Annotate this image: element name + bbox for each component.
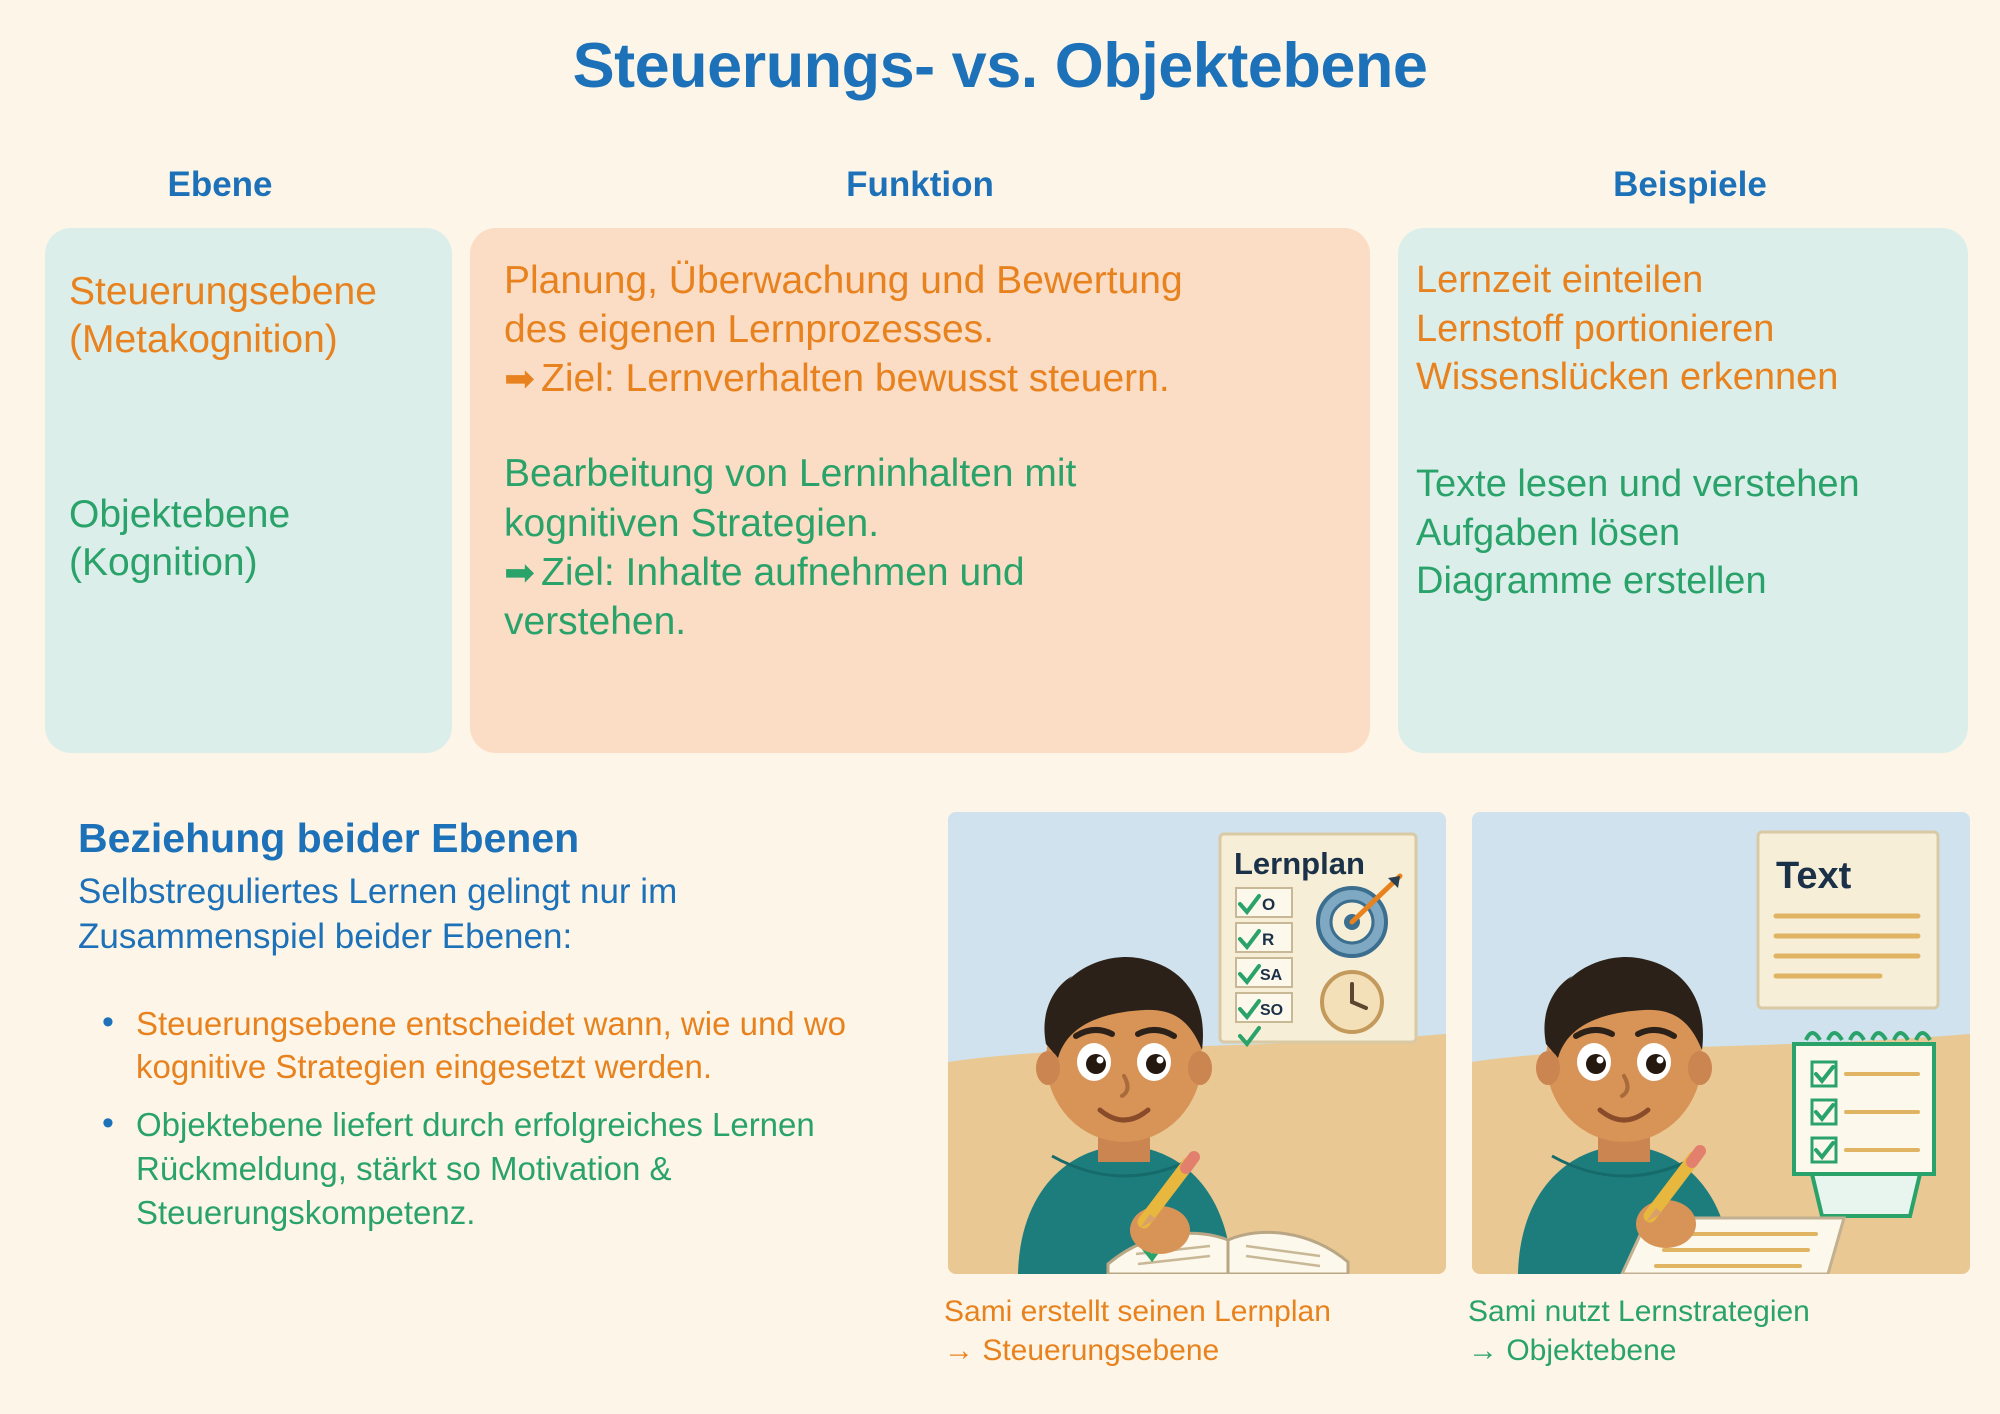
svg-text:Lernplan: Lernplan <box>1234 846 1365 881</box>
caption-sami-lernstrategien <box>1468 1292 1988 1370</box>
funktion-objekt-goal: Ziel: Inhalte aufnehmen und <box>541 550 1025 594</box>
illustration-sami-lernplan <box>948 812 1446 1274</box>
funktion-steuerung-goal: Ziel: Lernverhalten bewusst steuern. <box>541 357 1170 401</box>
caption-line1: Sami nutzt Lernstrategien <box>1468 1295 1810 1328</box>
funktion-objekt-goal-row <box>504 548 1336 597</box>
relation-bullet-steuerungsebene: • Steuerungsebene entscheidet wann, wie und wo kognitive Strategien eingesetzt werden. <box>136 1002 898 1090</box>
beispiel-item: Diagramme erstellen <box>1416 560 1767 603</box>
ebene-steuerungsebene <box>69 268 428 363</box>
column-header-funktion: Funktion <box>846 165 994 204</box>
relation-bullet-list <box>78 1002 898 1235</box>
caption-line2: → Steuerungsebene <box>944 1334 1220 1367</box>
beispiel-item: Wissenslücken erkennen <box>1416 356 1839 399</box>
arrow-right-icon: ➡ <box>504 551 536 593</box>
ebene-objektebene-line1: Objektebene <box>69 493 291 537</box>
svg-text:O: O <box>1262 895 1276 914</box>
panel-ebene <box>45 228 452 753</box>
relation-subtitle-line1: Selbstreguliertes Lernen gelingt nur im <box>78 872 678 911</box>
funktion-objekt-line2: kognitiven Strategien. <box>504 501 880 545</box>
svg-text:Text: Text <box>1776 855 1852 897</box>
svg-text:R: R <box>1262 930 1275 949</box>
caption-line2: → Objektebene <box>1468 1334 1677 1367</box>
column-header-beispiele: Beispiele <box>1613 165 1767 204</box>
relation-bullet-objektebene: • Objektebene liefert durch erfolgreiches Lernen Rückmeldung, stärkt so Motivation & Steuerungskompetenz. <box>136 1103 898 1235</box>
ebene-objektebene-line2: (Kognition) <box>69 540 258 584</box>
relation-section <box>78 815 898 1249</box>
svg-text:SA: SA <box>1260 967 1283 984</box>
relation-subtitle-line2: Zusammenspiel beider Ebenen: <box>78 916 573 956</box>
relation-title: Beziehung beider Ebenen <box>78 815 580 861</box>
funktion-steuerung-goal-row <box>504 354 1336 403</box>
column-header-ebene: Ebene <box>167 165 273 204</box>
funktion-objekt-goal-line2: verstehen. <box>504 599 687 643</box>
ebene-steuerungsebene-line2: (Metakognition) <box>69 317 338 361</box>
ebene-objektebene <box>69 491 428 586</box>
arrow-right-icon: ➡ <box>504 358 536 400</box>
column-headers <box>0 165 2000 213</box>
beispiel-item: Lernzeit einteilen <box>1416 259 1704 301</box>
beispiel-item: Aufgaben lösen <box>1416 511 1681 554</box>
caption-line1: Sami erstellt seinen Lernplan <box>944 1295 1331 1328</box>
illustration-sami-lernstrategien <box>1472 812 1970 1274</box>
panel-beispiele <box>1398 228 1968 753</box>
panel-funktion <box>470 228 1370 753</box>
funktion-objekt-line1: Bearbeitung von Lerninhalten mit <box>504 452 1077 496</box>
funktion-steuerung-line2: des eigenen Lernprozesses. <box>504 308 994 352</box>
funktion-steuerungsebene <box>504 256 1336 403</box>
beispiele-objektebene <box>1416 460 1950 606</box>
beispiel-item: Texte lesen und verstehen <box>1416 462 1860 505</box>
funktion-steuerung-line1: Planung, Überwachung und Bewertung <box>504 259 1183 302</box>
funktion-objektebene <box>504 449 1336 646</box>
beispiele-steuerungsebene <box>1416 256 1950 402</box>
ebene-steuerungsebene-line1: Steuerungsebene <box>69 270 377 313</box>
caption-sami-lernplan <box>944 1292 1464 1370</box>
beispiel-item: Lernstoff portionieren <box>1416 307 1775 350</box>
svg-text:SO: SO <box>1260 1002 1284 1019</box>
page-title: Steuerungs- vs. Objektebene <box>572 31 1428 101</box>
